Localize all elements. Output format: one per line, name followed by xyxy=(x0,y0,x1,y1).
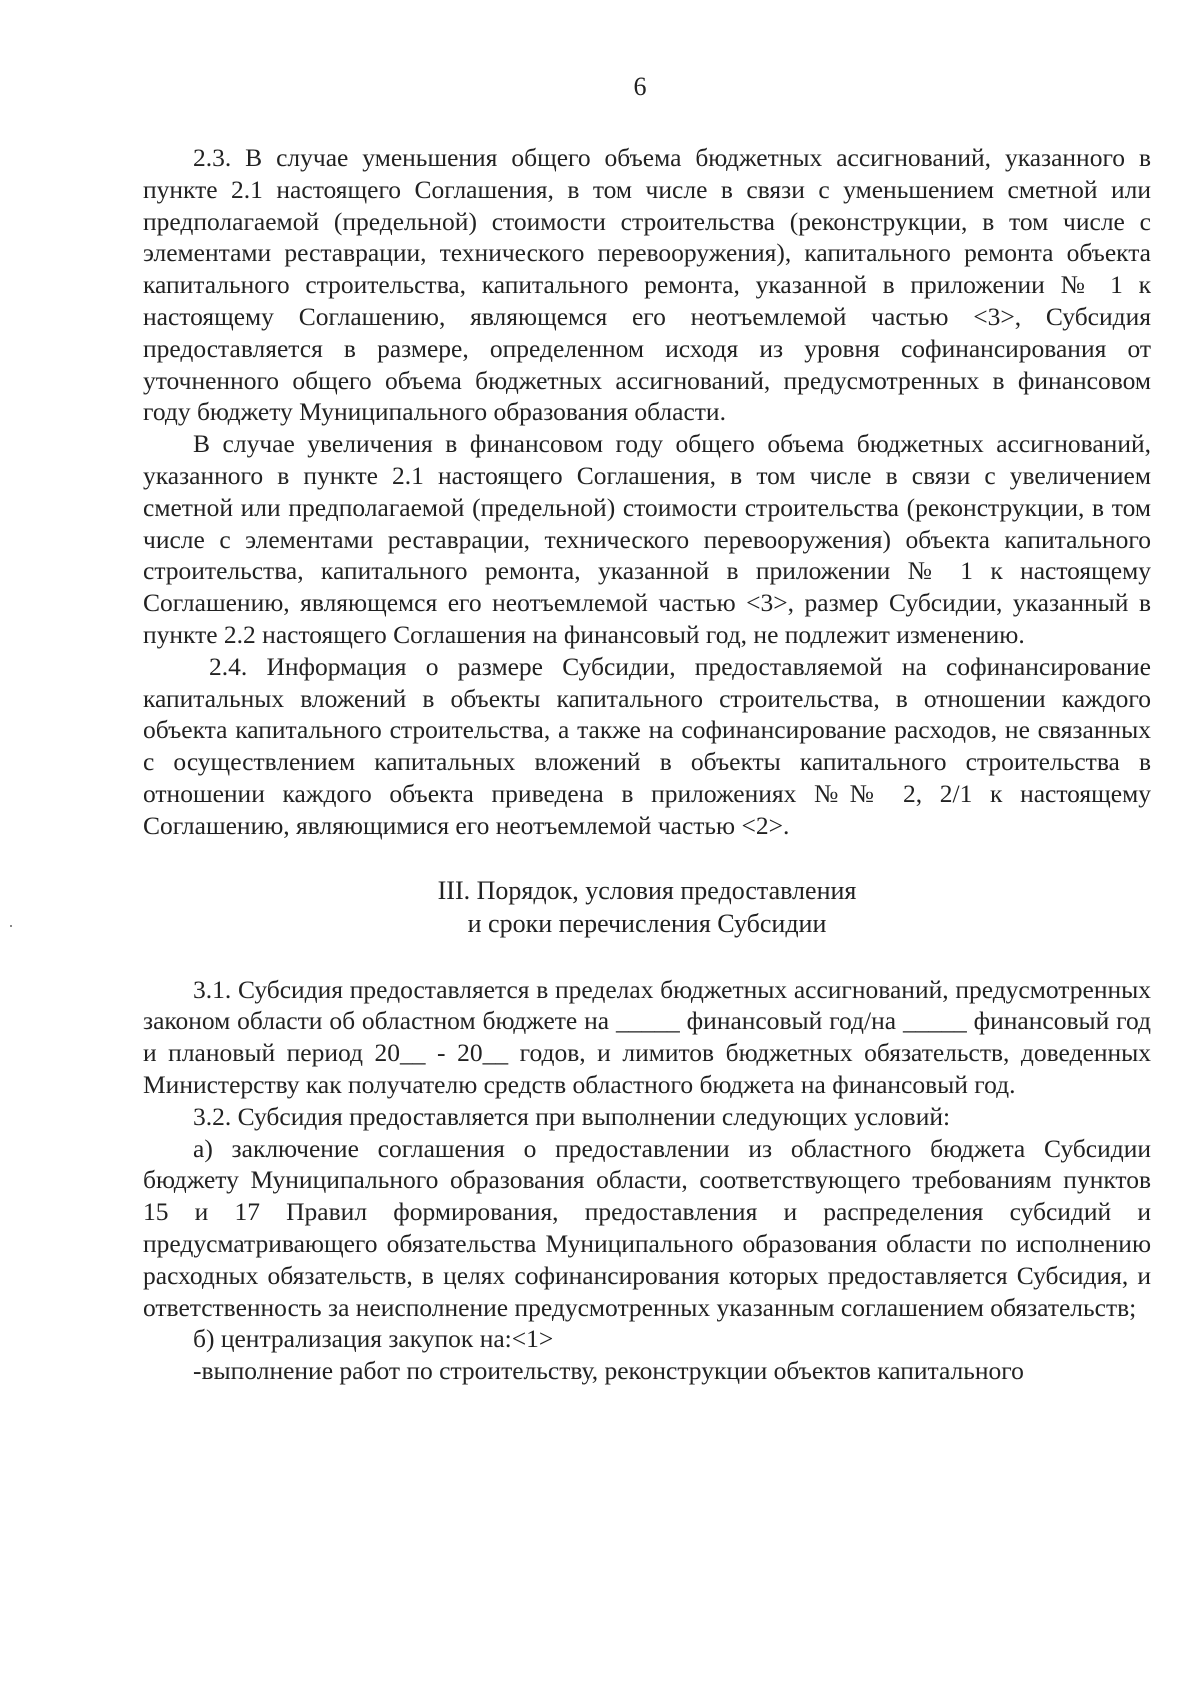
paragraph-2-4: 2.4. Информация о размере Субсидии, предоставляемой на софинансирование капитальных вложений в объекты капитального строительства, в отношении каждого объекта капитального строительства, а также на софинансирование расходов, не связанных с осуществлением капитальных вложений в объекты капитального строительства в отношении каждого объекта приведена в приложениях №№ 2, 2/1 к настоящему Соглашению, являющимися его неотъемлемой частью <2>. xyxy=(143,651,1151,840)
paragraph-3-2-b-item: -выполнение работ по строительству, реконструкции объектов капитального xyxy=(193,1356,1024,1386)
paragraph-3-2: 3.2. Субсидия предоставляется при выполнении следующих условий: xyxy=(193,1101,951,1131)
scan-artifact xyxy=(10,925,12,927)
section-heading-line-1: III. Порядок, условия предоставления xyxy=(437,875,857,905)
paragraph-2-3-continued: В случае увеличения в финансовом году общего объема бюджетных ассигнований, указанного в пункте 2.1 настоящего Соглашения, в том числе в связи с увеличением сметной или предполагаемой (предельной) стоимости строительства (реконструкции, в том числе с элементами реставрации, технического перевооружения) объекта капитального строительства, капитального ремонта, указанной в приложении № 1 к настоящему Соглашению, являющемся его неотъемлемой частью <3>, размер Субсидии, указанный в пункте 2.2 настоящего Соглашения на финансовый год, не подлежит изменению. xyxy=(143,429,1151,649)
section-heading-line-2: и сроки перечисления Субсидии xyxy=(467,908,827,938)
document-body xyxy=(143,142,1151,1387)
paragraph-3-2-a: а) заключение соглашения о предоставлении из областного бюджета Субсидии бюджету Муниципального образования области, соответствующего требованиям пунктов 15 и 17 Правил формирования, предоставления и распределения субсидий и предусматривающего обязательства Муниципального образования области по исполнению расходных обязательств, в целях софинансирования которых предоставляется Субсидия, и ответственность за неисполнение предусмотренных указанным соглашением обязательств; xyxy=(143,1133,1151,1322)
section-heading xyxy=(143,874,1151,940)
paragraph-3-1: 3.1. Субсидия предоставляется в пределах бюджетных ассигнований, предусмотренных законом области об областном бюджете на _____ финансовый год/на _____ финансовый год и плановый период 20__ - 20__ годов, и лимитов бюджетных обязательств, доведенных Министерству как получателю средств областного бюджета на финансовый год. xyxy=(143,974,1151,1099)
page-number: 6 xyxy=(633,72,647,101)
paragraph-3-2-b: б) централизация закупок на:<1> xyxy=(193,1324,554,1354)
paragraph-2-3: 2.3. В случае уменьшения общего объема бюджетных ассигнований, указанного в пункте 2.1 настоящего Соглашения, в том числе в связи с уменьшением сметной или предполагаемой (предельной) стоимости строительства (реконструкции, в том числе с элементами реставрации, технического перевооружения), капитального ремонта объекта капитального строительства, капитального ремонта, указанной в приложении № 1 к настоящему Соглашению, являющемся его неотъемлемой частью <3>, Субсидия предоставляется в размере, определенном исходя из уровня софинансирования от уточненного общего объема бюджетных ассигнований, предусмотренных в финансовом году бюджету Муниципального образования области. xyxy=(143,143,1151,427)
